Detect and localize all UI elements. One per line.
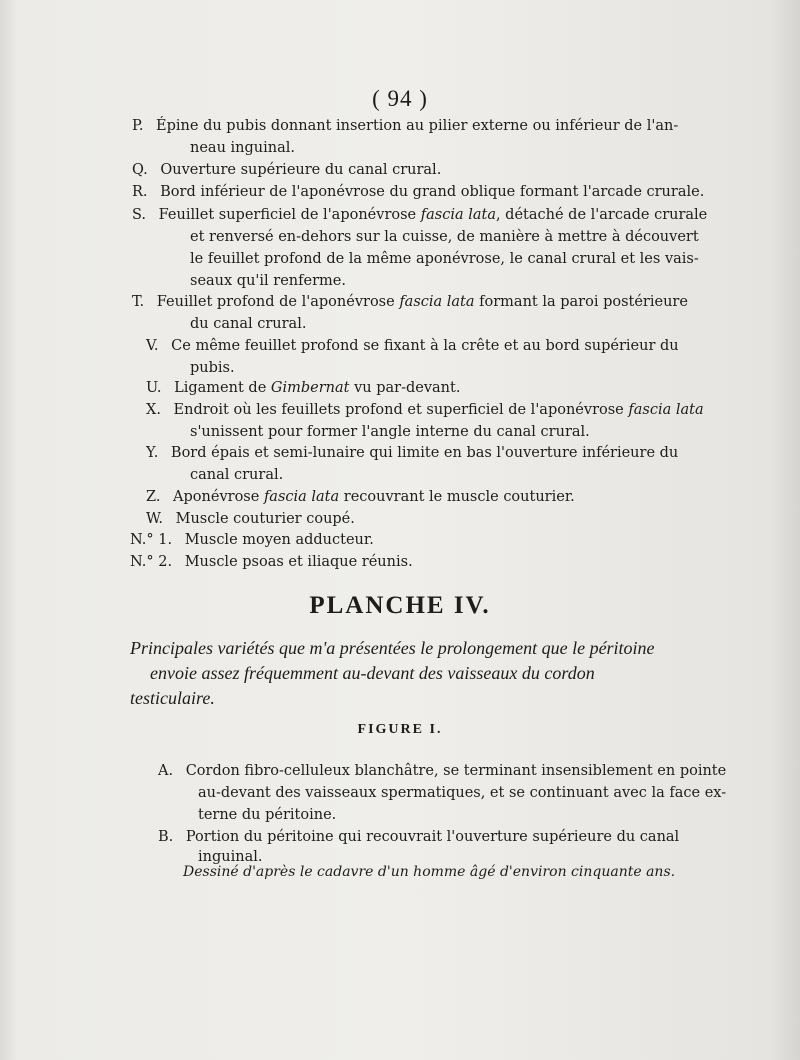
legend-entry-q (132, 162, 441, 178)
legend-key: N.° 1. (130, 532, 173, 548)
legend-text-cont: le feuillet profond de la même aponévrose, le canal crural et les vais- (190, 251, 699, 267)
figure-entry-a (158, 763, 726, 779)
legend-text: vu par-devant. (349, 380, 461, 396)
legend-key: T. (132, 294, 145, 310)
legend-key: Q. (132, 162, 148, 178)
legend-text: Muscle psoas et iliaque réunis. (184, 554, 413, 570)
legend-key: S. (132, 207, 147, 223)
legend-entry-v (146, 338, 679, 354)
figure-caption: Dessiné d'après le cadavre d'un homme âgé d'environ cinquante ans. (183, 864, 676, 880)
legend-key: A. (158, 763, 174, 779)
legend-key: B. (158, 829, 174, 845)
legend-text: formant la paroi postérieure (474, 294, 688, 310)
legend-entry-n2 (130, 554, 413, 570)
legend-entry-z (146, 489, 575, 505)
legend-text: Muscle couturier coupé. (175, 511, 355, 527)
legend-italic: fascia lata (628, 402, 704, 418)
legend-key: X. (146, 402, 161, 418)
legend-text: Bord inférieur de l'aponévrose du grand oblique formant l'arcade crurale. (160, 184, 705, 200)
legend-entry-y (146, 445, 678, 461)
legend-entry-t (132, 294, 688, 310)
legend-entry-r (132, 184, 704, 200)
legend-entry-x (146, 402, 704, 418)
legend-entry-s (132, 207, 707, 223)
legend-text: Feuillet profond de l'aponévrose (156, 294, 400, 310)
legend-text: Épine du pubis donnant insertion au pilier externe ou inférieur de l'an- (156, 118, 679, 134)
legend-key: V. (146, 338, 159, 354)
legend-text: Feuillet superficiel de l'aponévrose (158, 207, 421, 223)
legend-key: U. (146, 380, 162, 396)
legend-text: recouvrant le muscle couturier. (339, 489, 575, 505)
legend-entry-p (132, 118, 678, 134)
legend-text: Bord épais et semi-lunaire qui limite en bas l'ouverture inférieure du (170, 445, 679, 461)
legend-italic: fascia lata (420, 207, 496, 223)
legend-text-cont: terne du péritoine. (198, 807, 337, 823)
legend-italic: Gimbernat (270, 380, 350, 396)
page-number: ( 94 ) (372, 86, 428, 111)
figure-title: FIGURE I. (357, 722, 443, 737)
legend-italic: fascia lata (399, 294, 475, 310)
legend-text-cont: canal crural. (190, 467, 284, 483)
legend-text: Portion du péritoine qui recouvrait l'ouverture supérieure du canal (185, 829, 680, 845)
legend-text: Ouverture supérieure du canal crural. (160, 162, 442, 178)
legend-entry-w (146, 511, 355, 527)
legend-text-cont: pubis. (190, 360, 235, 376)
intro-line: testiculaire. (130, 688, 215, 708)
legend-text-cont: neau inguinal. (190, 140, 295, 156)
figure-entry-b (158, 829, 679, 845)
legend-text-cont: seaux qu'il renferme. (190, 273, 346, 289)
legend-text: Cordon fibro-celluleux blanchâtre, se terminant insensiblement en pointe (185, 763, 727, 779)
legend-key: R. (132, 184, 148, 200)
legend-key: Z. (146, 489, 161, 505)
legend-key: W. (146, 511, 163, 527)
legend-text: Ce même feuillet profond se fixant à la crête et au bord supérieur du (171, 338, 679, 354)
legend-text: Aponévrose (173, 489, 264, 505)
legend-key: N.° 2. (130, 554, 173, 570)
legend-italic: fascia lata (263, 489, 340, 505)
legend-text-cont: s'unissent pour former l'angle interne du canal crural. (190, 424, 590, 440)
legend-text-cont: au-devant des vaisseaux spermatiques, et se continuant avec la face ex- (198, 785, 727, 801)
legend-entry-u (146, 380, 460, 396)
section-title: PLANCHE IV. (309, 592, 491, 619)
intro-line: envoie assez fréquemment au-devant des vaisseaux du cordon (150, 663, 595, 683)
legend-text: , détaché de l'arcade crurale (495, 207, 708, 223)
legend-key: Y. (146, 445, 159, 461)
legend-text: Ligament de (174, 380, 271, 396)
intro-line: Principales variétés que m'a présentées le prolongement que le péritoine (130, 638, 655, 658)
legend-text: Muscle moyen adducteur. (184, 532, 374, 548)
legend-text: Endroit où les feuillets profond et superficiel de l'aponévrose (173, 402, 629, 418)
legend-text-cont: du canal crural. (190, 316, 307, 332)
legend-entry-n1 (130, 532, 374, 548)
legend-text-cont: et renversé en-dehors sur la cuisse, de manière à mettre à découvert (190, 229, 699, 245)
legend-text-cont: inguinal. (198, 849, 263, 865)
legend-key: P. (132, 118, 144, 134)
